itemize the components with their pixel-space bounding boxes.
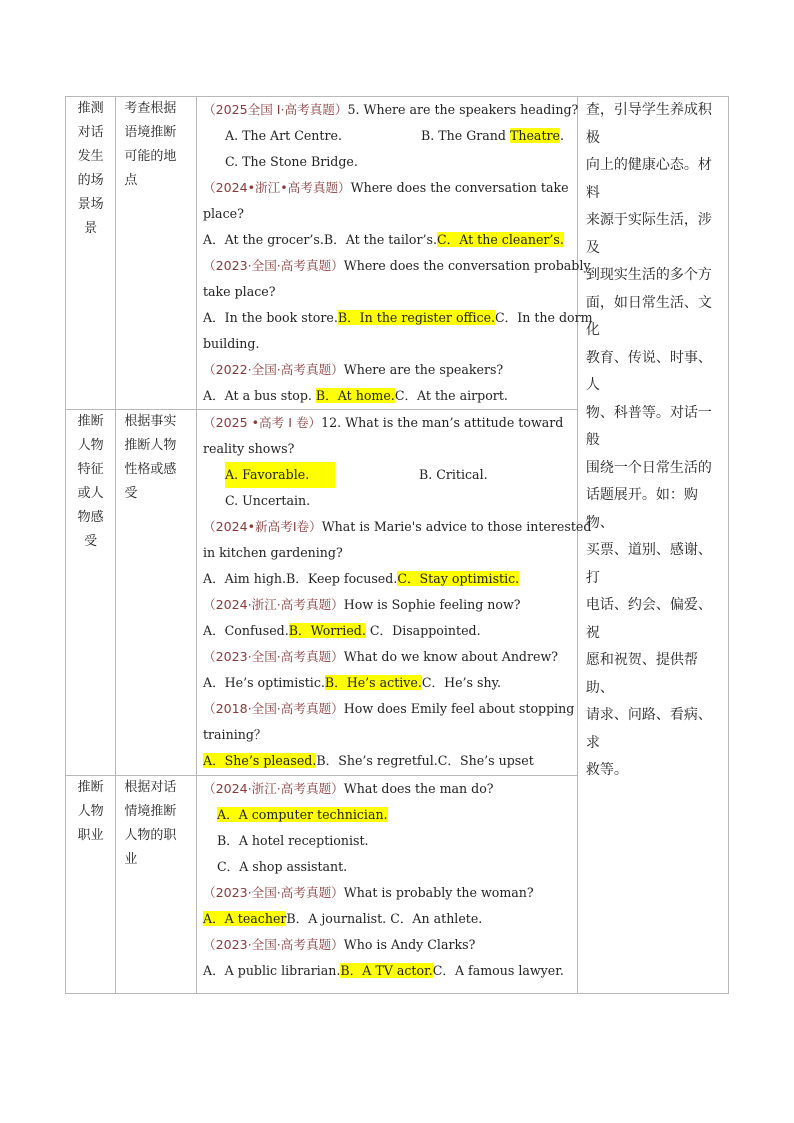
- question-stem: What do we know about Andrew?: [343, 649, 558, 664]
- exam-source: （2025全国 I·高考真题）: [202, 102, 348, 117]
- options-line: [203, 383, 573, 409]
- exam-source: （2018·全国·高考真题）: [202, 701, 344, 716]
- examples-cell: [196, 97, 593, 410]
- question-stem: What is probably the woman?: [343, 885, 534, 900]
- description-line: 情境推断: [124, 804, 177, 819]
- category-label-line: 的场: [77, 173, 104, 188]
- option-c: C. The Stone Bridge.: [224, 154, 358, 169]
- options-text: A．At a bus stop.: [202, 388, 316, 403]
- category-label-line: 人物: [77, 804, 104, 819]
- note-line: 向上的健康心态。材料: [585, 157, 712, 201]
- exam-source: （2024·浙江·高考真题）: [202, 597, 344, 612]
- question-stem: building.: [202, 336, 260, 351]
- category-cell: [66, 410, 116, 776]
- category-label-line: 推测: [77, 101, 104, 116]
- exam-source: （2023·全国·高考真题）: [202, 258, 344, 273]
- correct-answer: B．In the register office.: [337, 310, 496, 325]
- question-stem: What is Marie's advice to those interested: [321, 519, 592, 534]
- description-line: 根据事实: [124, 414, 177, 429]
- options-line: [203, 618, 573, 644]
- options-line: [203, 958, 573, 984]
- category-label-line: 受: [84, 534, 98, 549]
- options-text: B．She’s regretful.C．She’s upset: [316, 753, 534, 768]
- description-cell: [116, 776, 197, 994]
- option-line: [203, 854, 573, 880]
- options-text: A．In the book store.: [202, 310, 338, 325]
- description-line: 考查根据: [124, 101, 177, 116]
- note-line: 教育、传说、时事、人: [585, 349, 712, 393]
- description-line: 推断人物: [124, 438, 177, 453]
- exam-source: （2023·全国·高考真题）: [202, 885, 344, 900]
- exam-source: （2023·全国·高考真题）: [202, 649, 344, 664]
- question-stem: 12. What is the man’s attitude toward: [321, 415, 564, 430]
- question-continuation: [203, 201, 573, 227]
- question-stem: 5. Where are the speakers heading?: [347, 102, 579, 117]
- question-line: [203, 932, 573, 958]
- question-stem: Who is Andy Clarks?: [343, 937, 476, 952]
- note-line: 到现实生活的多个方: [585, 267, 712, 283]
- option-a: A. The Art Centre.: [224, 128, 342, 143]
- category-label-line: 对话: [77, 125, 104, 140]
- options-text: A．Aim high.B．Keep focused.: [202, 571, 398, 586]
- option-a-answer: A. Favorable.: [225, 462, 335, 488]
- listening-skills-table: [65, 96, 729, 994]
- question-stem: take place?: [202, 284, 276, 299]
- category-cell: [66, 776, 116, 994]
- question-continuation: [203, 540, 573, 566]
- note-cell: [577, 97, 728, 994]
- correct-answer: A．A teacher: [202, 911, 287, 926]
- note-line: 围绕一个日常生活的: [585, 459, 712, 476]
- options-line: [203, 227, 573, 253]
- question-stem: training？: [202, 727, 267, 742]
- exam-source: （2024•浙江•高考真题）: [202, 180, 351, 195]
- options-text: A．At the grocer’s.B．At the tailor’s.: [202, 232, 437, 247]
- correct-answer: B．A TV actor.: [340, 963, 433, 978]
- option-line: [203, 802, 573, 828]
- description-line: 可能的地: [124, 149, 177, 164]
- options-text: C．At the airport.: [394, 388, 508, 403]
- option-b-end: .: [559, 128, 564, 143]
- question-line: [203, 357, 573, 383]
- correct-answer: C．At the cleaner’s.: [437, 232, 564, 247]
- option-c: C. Uncertain.: [224, 493, 311, 508]
- category-label-line: 景: [84, 221, 98, 236]
- question-line: [203, 696, 573, 722]
- question-line: [202, 253, 591, 279]
- correct-answer: B．Worried.: [288, 623, 366, 638]
- option-answer: A．A computer technician.: [216, 807, 388, 822]
- examples-cell: [196, 776, 577, 994]
- options-line: [203, 670, 573, 696]
- question-stem: place?: [202, 206, 244, 221]
- category-label-line: 人物: [77, 438, 104, 453]
- question-continuation: [203, 722, 573, 748]
- description-line: 业: [124, 852, 138, 867]
- note-line: 请求、问路、看病、求: [585, 707, 712, 751]
- description-line: 点: [124, 173, 138, 188]
- question-line: [203, 592, 573, 618]
- category-label-line: 物感: [77, 510, 104, 525]
- question-line: [202, 514, 592, 540]
- description-line: 人物的职: [124, 828, 177, 843]
- option-c-line: [203, 149, 573, 175]
- question-stem: Where does the conversation probably: [343, 258, 591, 273]
- correct-answer: C．Stay optimistic.: [397, 571, 520, 586]
- note-line: 话题展开。如：购物、: [585, 487, 698, 531]
- options-text: A．He’s optimistic.: [202, 675, 325, 690]
- options-line: [203, 462, 573, 488]
- question-continuation: [203, 436, 573, 462]
- option-line: [203, 828, 573, 854]
- category-label-line: 特征: [77, 462, 104, 477]
- examples-cell: [196, 410, 592, 776]
- option: C．A shop assistant.: [216, 859, 348, 874]
- exam-source: （2025 •高考 I 卷）: [202, 415, 322, 430]
- question-continuation: [203, 331, 573, 357]
- question-line: [203, 410, 573, 436]
- category-label-line: 推断: [77, 780, 104, 795]
- option-c-line: [203, 488, 573, 514]
- exam-source: （2022·全国·高考真题）: [202, 362, 344, 377]
- options-line: [203, 566, 573, 592]
- correct-answer: B．At home.: [315, 388, 395, 403]
- question-stem: Where does the conversation take: [350, 180, 569, 195]
- question-stem: in kitchen gardening?: [202, 545, 343, 560]
- category-label-line: 职业: [77, 828, 104, 843]
- options-text: C．He’s shy.: [421, 675, 502, 690]
- description-line: 受: [124, 486, 138, 501]
- correct-answer: B．He’s active.: [324, 675, 422, 690]
- category-label-line: 或人: [77, 486, 104, 501]
- question-stem: How is Sophie feeling now?: [343, 597, 521, 612]
- category-label-line: 景场: [77, 197, 104, 212]
- options-line: [203, 906, 573, 932]
- note-line: 查，引导学生养成积极: [585, 102, 712, 146]
- question-line: [203, 644, 573, 670]
- description-line: 语境推断: [124, 125, 177, 140]
- category-cell: [66, 97, 116, 410]
- question-stem: How does Emily feel about stopping: [343, 701, 575, 716]
- note-line: 电话、约会、偏爱、祝: [585, 597, 712, 641]
- question-line: [203, 776, 573, 802]
- question-line: [202, 97, 579, 123]
- question-line: [203, 175, 573, 201]
- category-label-line: 推断: [77, 414, 104, 429]
- description-cell: [116, 97, 197, 410]
- exam-source: （2024•新高考Ⅰ卷）: [202, 519, 322, 534]
- description-cell: [116, 410, 197, 776]
- question-stem: What does the man do?: [343, 781, 494, 796]
- option-b: B. The Grand: [420, 128, 510, 143]
- note-line: 买票、道别、感谢、打: [585, 542, 712, 586]
- note-line: 来源于实际生活，涉及: [585, 212, 712, 256]
- options-text: B．A journalist. C．An athlete.: [286, 911, 483, 926]
- options-line: [203, 123, 573, 149]
- description-line: 根据对话: [124, 780, 177, 795]
- exam-source: （2023·全国·高考真题）: [202, 937, 344, 952]
- options-text: A．Confused.: [202, 623, 289, 638]
- note-line: 救等。: [585, 762, 628, 778]
- note-line: 愿和祝贺、提供帮助、: [585, 652, 698, 696]
- category-label-line: 发生: [77, 149, 104, 164]
- note-line: 物、科普等。对话一般: [585, 404, 712, 448]
- question-line: [203, 880, 573, 906]
- option-b: B. Critical.: [418, 467, 488, 482]
- note-line: 面，如日常生活、文化: [585, 294, 712, 338]
- exam-source: （2024·浙江·高考真题）: [202, 781, 344, 796]
- description-line: 性格或感: [124, 462, 177, 477]
- options-line: [202, 305, 593, 331]
- options-text: C．In the dorm: [495, 310, 593, 325]
- question-stem: Where are the speakers?: [343, 362, 504, 377]
- correct-answer: A．She’s pleased.: [202, 753, 317, 768]
- question-stem: reality shows?: [202, 441, 295, 456]
- question-continuation: [203, 279, 573, 305]
- option-b-answer: Theatre: [509, 128, 560, 143]
- options-text: C．A famous lawyer.: [432, 963, 564, 978]
- options-text: C．Disappointed.: [365, 623, 481, 638]
- option: B．A hotel receptionist.: [216, 833, 369, 848]
- options-text: A．A public librarian.: [202, 963, 341, 978]
- options-line: [203, 748, 573, 774]
